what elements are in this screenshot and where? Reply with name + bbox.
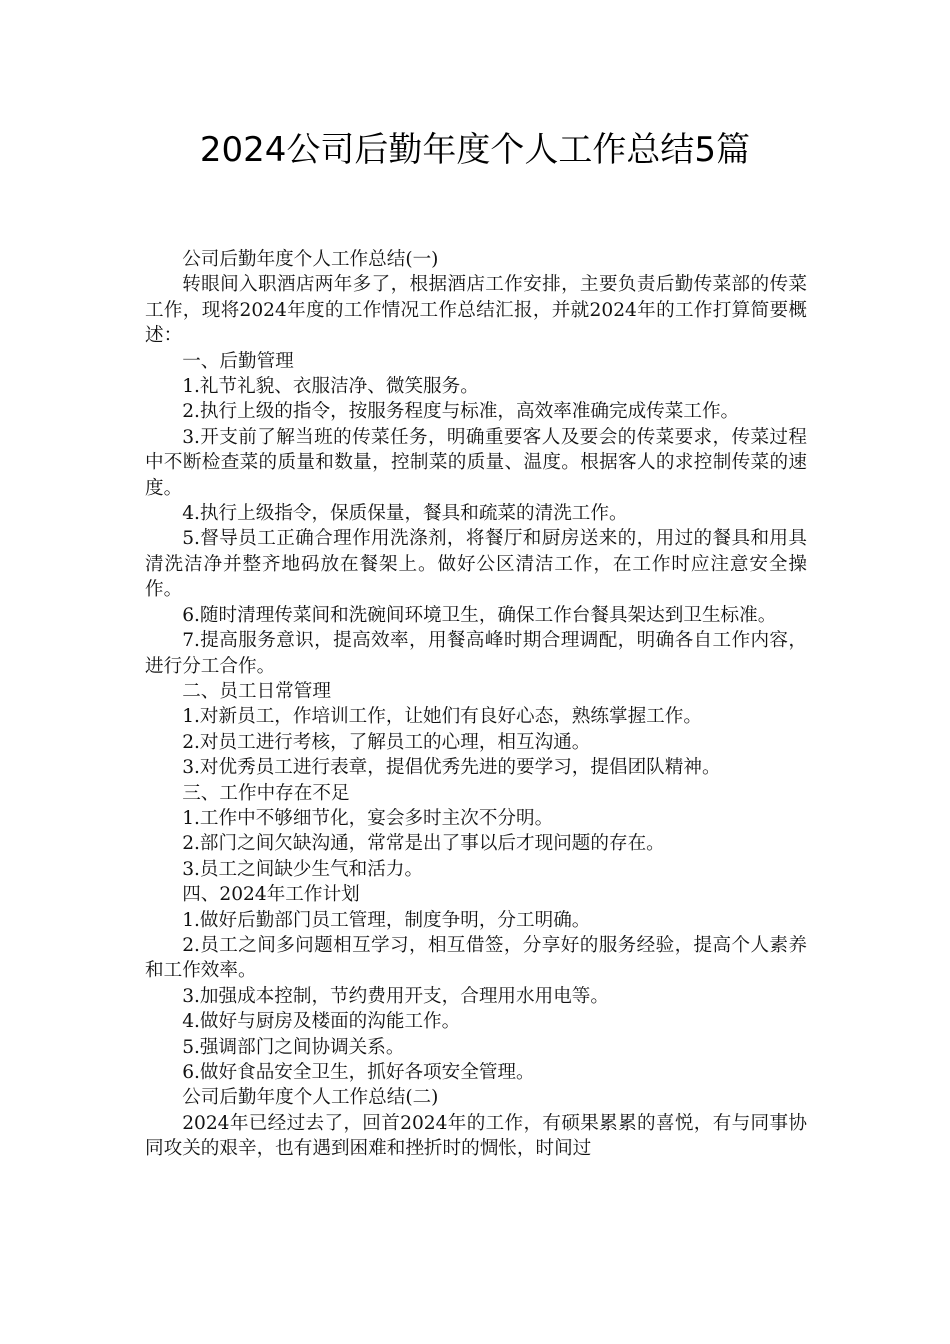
list-item: 1.礼节礼貌、衣服洁净、微笑服务。 bbox=[182, 376, 479, 398]
paragraph: 2024年已经过去了，回首2024年的工作，有硕果累累的喜悦，有与同事协同攻关的艰辛，也有遇到困难和挫折时的惆怅，时间过 bbox=[145, 1112, 807, 1160]
list-item: 4.做好与厨房及楼面的沟能工作。 bbox=[182, 1011, 461, 1033]
list-item: 1.工作中不够细节化，宴会多时主次不分明。 bbox=[182, 807, 554, 829]
list-item: 3.加强成本控制，节约费用开支，合理用水用电等。 bbox=[182, 985, 609, 1007]
list-item: 5.强调部门之间协调关系。 bbox=[182, 1036, 405, 1058]
list-item: 3.开支前了解当班的传菜任务，明确重要客人及要会的传菜要求，传菜过程中不断检查菜的质量和数量，控制菜的质量、温度。根据客人的求控制传菜的速度。 bbox=[145, 426, 807, 499]
document-body bbox=[145, 247, 807, 1162]
subheading: 二、员工日常管理 bbox=[182, 680, 331, 702]
list-item: 2.对员工进行考核，了解员工的心理，相互沟通。 bbox=[182, 731, 591, 753]
list-item: 3.员工之间缺少生气和活力。 bbox=[182, 858, 424, 880]
list-item: 6.做好食品安全卫生，抓好各项安全管理。 bbox=[182, 1062, 535, 1083]
subheading: 四、2024年工作计划 bbox=[182, 884, 360, 906]
list-item: 1.做好后勤部门员工管理，制度争明，分工明确。 bbox=[182, 909, 591, 931]
list-item: 6.随时清理传菜间和洗碗间环境卫生，确保工作台餐具架达到卫生标准。 bbox=[182, 604, 777, 626]
list-item: 2.员工之间多问题相互学习，相互借签，分享好的服务经验，提高个人素养和工作效率。 bbox=[145, 934, 807, 982]
paragraph: 转眼间入职酒店两年多了，根据酒店工作安排，主要负责后勤传菜部的传菜工作，现将2024年度的工作情况工作总结汇报，并就2024年的工作打算简要概述： bbox=[145, 274, 807, 347]
document-title: 2024公司后勤年度个人工作总结5篇 bbox=[199, 130, 751, 170]
section-heading-2: 公司后勤年度个人工作总结(二) bbox=[182, 1087, 439, 1109]
list-item: 2.部门之间欠缺沟通，常常是出了事以后才现问题的存在。 bbox=[182, 833, 665, 855]
list-item: 3.对优秀员工进行表章，提倡优秀先进的要学习，提倡团队精神。 bbox=[182, 757, 721, 779]
subheading: 一、后勤管理 bbox=[182, 350, 294, 372]
list-item: 2.执行上级的指令，按服务程度与标准，高效率准确完成传菜工作。 bbox=[182, 401, 740, 423]
list-item: 4.执行上级指令，保质保量，餐具和疏菜的清洗工作。 bbox=[182, 503, 628, 525]
list-item: 7.提高服务意识，提高效率，用餐高峰时期合理调配，明确各自工作内容，进行分工合作。 bbox=[145, 630, 807, 677]
list-item: 1.对新员工，作培训工作，让她们有良好心态，熟练掌握工作。 bbox=[182, 706, 702, 728]
subheading: 三、工作中存在不足 bbox=[182, 782, 350, 804]
section-heading-1: 公司后勤年度个人工作总结(一) bbox=[182, 249, 439, 270]
list-item: 5.督导员工正确合理作用洗涤剂，将餐厅和厨房送来的，用过的餐具和用具清洗洁净并整齐地码放在餐架上。做好公区清洁工作，在工作时应注意安全操作。 bbox=[145, 528, 807, 601]
